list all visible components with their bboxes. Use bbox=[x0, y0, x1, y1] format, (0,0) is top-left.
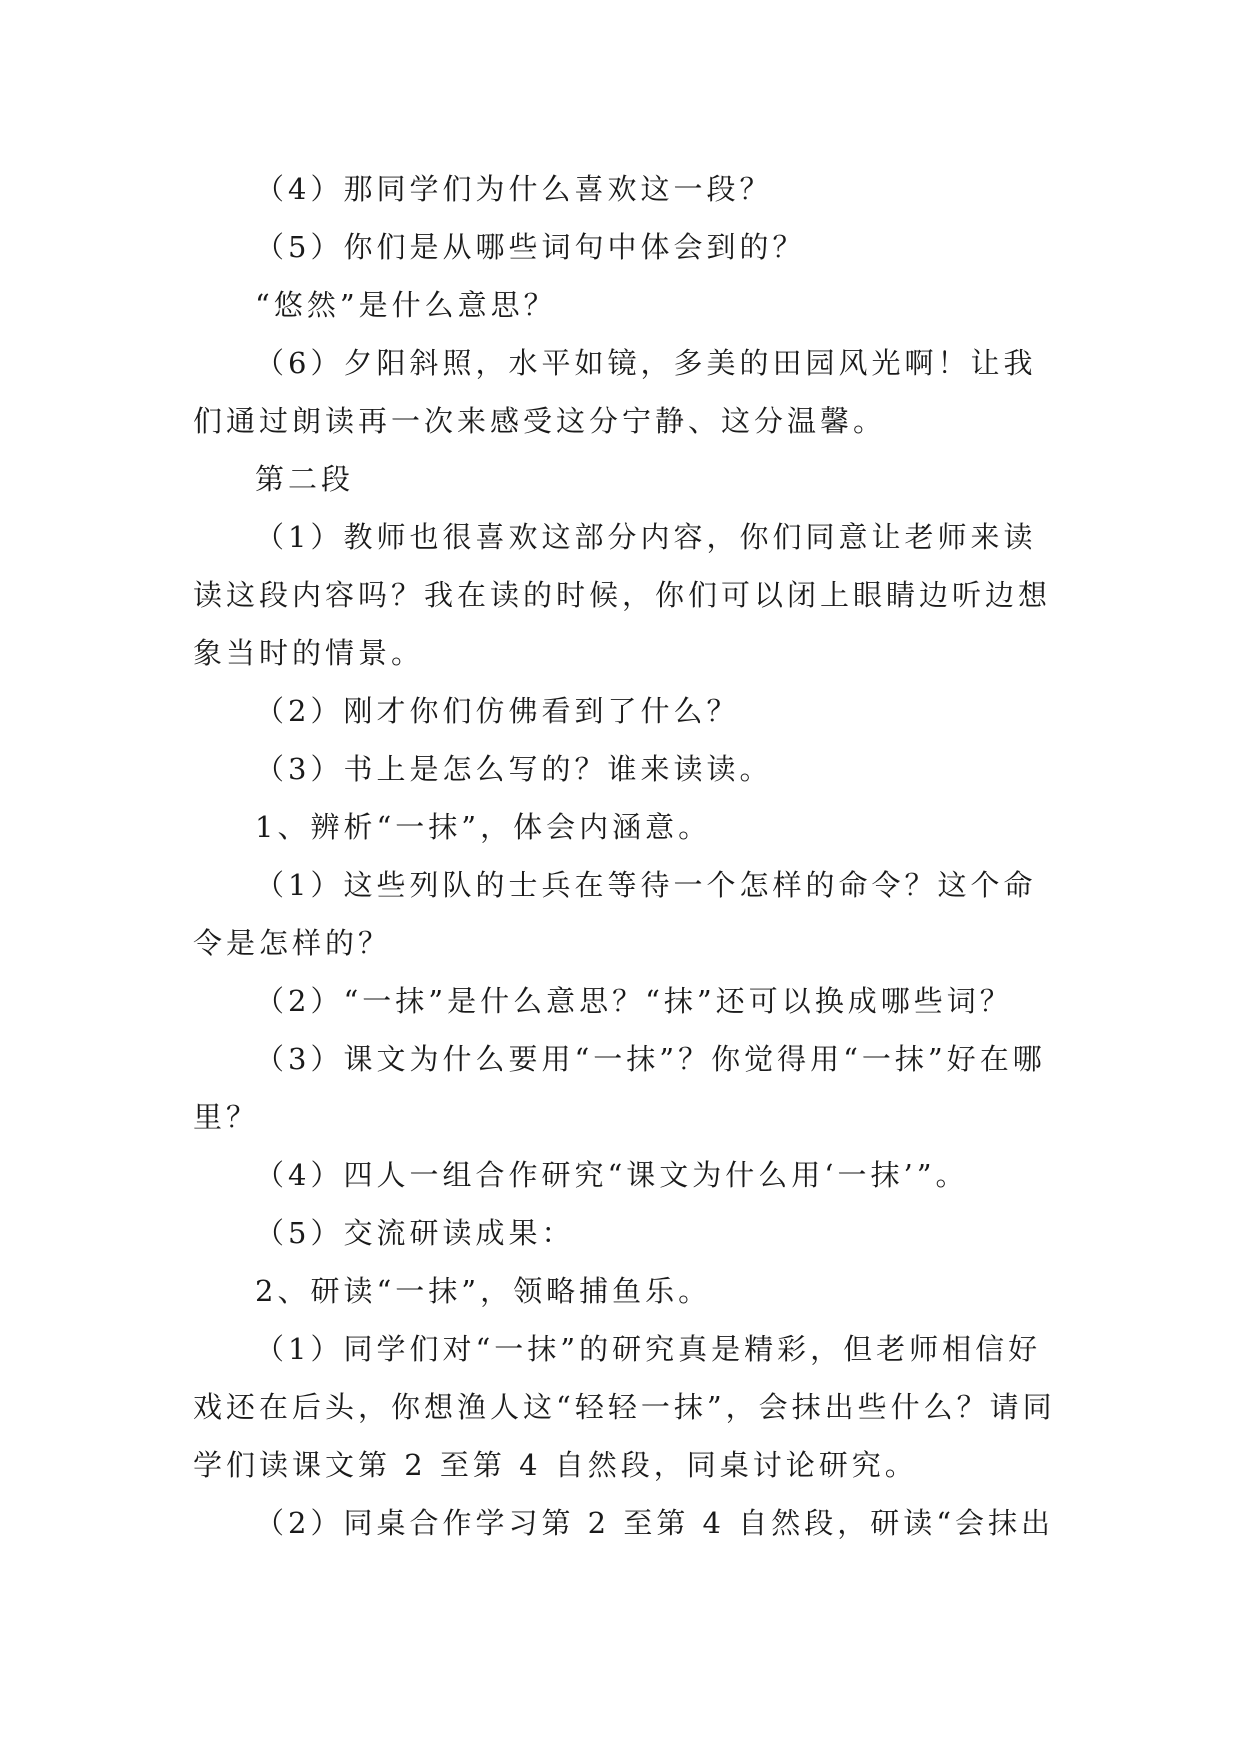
subsection-1: 1、辨析“一抹”，体会内涵意。 bbox=[255, 810, 712, 844]
paragraph-3: “悠然”是什么意思？ bbox=[255, 288, 557, 322]
paragraph-6: （2）刚才你们仿佛看到了什么？ bbox=[255, 694, 740, 728]
paragraph-11: （4）四人一组合作研究“课文为什么用‘一抹’”。 bbox=[255, 1158, 969, 1192]
paragraph-12: （5）交流研读成果： bbox=[255, 1216, 575, 1250]
paragraph-4: （6）夕阳斜照，水平如镜，多美的田园风光啊！让我们通过朗读再一次来感受这分宁静、这分温馨。 bbox=[193, 346, 1037, 438]
section-heading: 第二段 bbox=[255, 462, 355, 496]
subsection-2: 2、研读“一抹”，领略捕鱼乐。 bbox=[255, 1274, 712, 1308]
document-body bbox=[193, 160, 1063, 1552]
paragraph-7: （3）书上是怎么写的？谁来读读。 bbox=[255, 752, 773, 786]
paragraph-2: （5）你们是从哪些词句中体会到的？ bbox=[255, 230, 806, 264]
paragraph-10: （3）课文为什么要用“一抹”？你觉得用“一抹”好在哪里？ bbox=[193, 1042, 1046, 1134]
paragraph-9: （2）“一抹”是什么意思？“抹”还可以换成哪些词？ bbox=[255, 984, 1013, 1018]
paragraph-14: （2）同桌合作学习第 2 至第 4 自然段，研读“会抹出 bbox=[255, 1506, 1055, 1540]
paragraph-13: （1）同学们对“一抹”的研究真是精彩，但老师相信好戏还在后头，你想渔人这“轻轻一抹”，会抹出些什么？请同学们读课文第 2 至第 4 自然段，同桌讨论研究。 bbox=[193, 1332, 1056, 1482]
paragraph-1: （4）那同学们为什么喜欢这一段？ bbox=[255, 172, 773, 206]
paragraph-5: （1）教师也很喜欢这部分内容，你们同意让老师来读读这段内容吗？我在读的时候，你们可以闭上眼睛边听边想象当时的情景。 bbox=[193, 520, 1052, 670]
paragraph-8: （1）这些列队的士兵在等待一个怎样的命令？这个命令是怎样的？ bbox=[193, 868, 1037, 960]
